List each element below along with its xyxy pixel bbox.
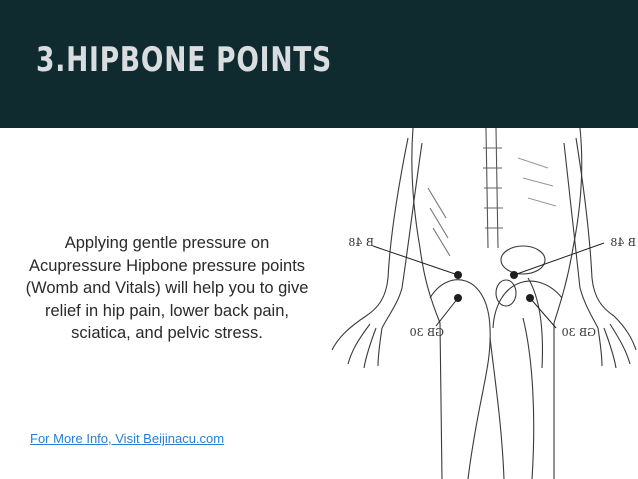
label-b48-right: B 48	[610, 236, 636, 249]
title-banner	[0, 0, 638, 128]
label-b48-left: B 48	[348, 236, 374, 249]
point-gb30-left	[454, 294, 462, 302]
slide-title: 3.HIPBONE POINTS	[36, 40, 333, 80]
label-gb30-right: GB 30	[561, 326, 596, 339]
point-b48-left	[454, 271, 462, 279]
acupressure-points	[454, 271, 534, 302]
point-gb30-right	[526, 294, 534, 302]
description-text: Applying gentle pressure on Acupressure Hipbone pressure points (Womb and Vitals) will help you to give relief in hip pain, lower back pain, sciatica, and pelvic stress.	[25, 234, 309, 342]
point-labels	[348, 236, 636, 339]
point-b48-right	[510, 271, 518, 279]
label-gb30-left: GB 30	[409, 326, 444, 339]
hipbone-acupressure-figure	[318, 128, 638, 479]
more-info-link[interactable]: For More Info, Visit Beijinacu.com	[30, 431, 225, 446]
body-outline	[332, 128, 636, 479]
